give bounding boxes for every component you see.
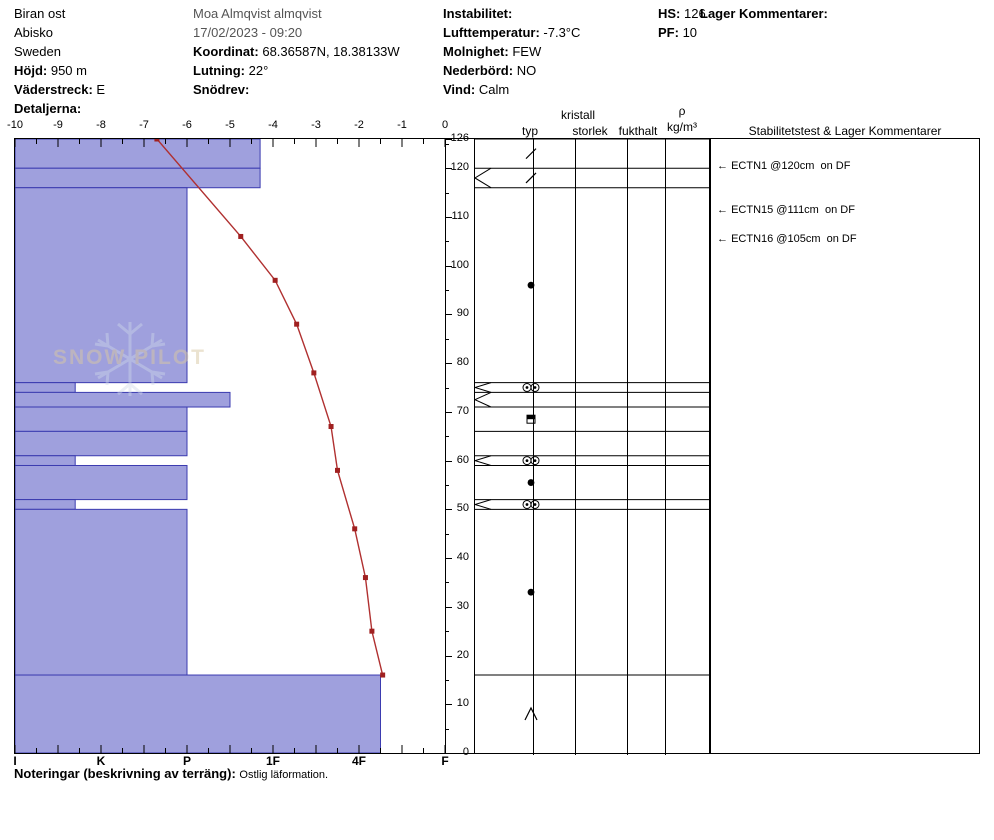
depth-tick bbox=[446, 607, 452, 608]
coordinates-value: 68.36587N, 18.38133W bbox=[262, 44, 400, 59]
temperature-point bbox=[273, 278, 278, 283]
stability-header: Stabilitetstest & Lager Kommentarer bbox=[748, 124, 942, 138]
grain-symbol-dot bbox=[528, 589, 535, 596]
depth-minor-tick bbox=[446, 534, 449, 535]
location-name: Biran ost bbox=[14, 6, 66, 21]
grain-symbol-dot bbox=[528, 479, 535, 486]
hardness-layer-bar bbox=[15, 168, 260, 187]
depth-minor-tick bbox=[446, 339, 449, 340]
hardness-tick-label: F bbox=[441, 754, 449, 768]
hardness-layer-bar bbox=[15, 407, 187, 431]
grain-symbol-slash bbox=[526, 173, 536, 183]
header-column-observation bbox=[193, 4, 400, 99]
stability-test-entry bbox=[717, 160, 850, 172]
depth-tick-label: 90 bbox=[456, 307, 469, 320]
depth-minor-tick bbox=[446, 729, 449, 730]
temp-tick-label: -9 bbox=[53, 119, 63, 131]
kristall-header: kristall bbox=[560, 108, 595, 122]
elevation-value: 950 m bbox=[50, 63, 87, 78]
depth-tick-label: 100 bbox=[450, 258, 469, 271]
temp-tick-label: -5 bbox=[225, 119, 235, 131]
aspect-value: E bbox=[96, 82, 106, 97]
pf-value: 10 bbox=[682, 25, 698, 40]
area-name: Abisko bbox=[14, 25, 54, 40]
depth-tick bbox=[446, 656, 452, 657]
observer-name: Moa Almqvist almqvist bbox=[193, 6, 322, 21]
temp-tick-label: -7 bbox=[139, 119, 149, 131]
depth-minor-tick bbox=[446, 631, 449, 632]
temp-tick-label: -6 bbox=[182, 119, 192, 131]
wind-value: Calm bbox=[478, 82, 510, 97]
depth-tick-label: 126 bbox=[450, 132, 469, 144]
grain-symbol-depth-hoar-cups bbox=[523, 457, 539, 465]
coordinates-label: Koordinat: bbox=[193, 44, 259, 59]
stability-arrow-icon: ← bbox=[717, 160, 732, 173]
instability-label: Instabilitet: bbox=[443, 6, 513, 21]
depth-minor-tick bbox=[446, 680, 449, 681]
notes-value: Ostlig läformation. bbox=[239, 769, 329, 781]
grain-symbol-slash bbox=[526, 149, 536, 159]
plot-svg bbox=[15, 139, 445, 753]
temperature-point bbox=[363, 575, 368, 580]
depth-tick-label: 20 bbox=[456, 648, 469, 661]
storlek-header: storlek bbox=[572, 124, 608, 138]
stability-test-entry bbox=[717, 204, 855, 216]
typ-header: typ bbox=[521, 124, 538, 138]
cloudcover-value: FEW bbox=[512, 44, 542, 59]
depth-minor-tick bbox=[446, 485, 449, 486]
temp-tick-label: -8 bbox=[96, 119, 106, 131]
stability-arrow-icon: ← bbox=[717, 204, 732, 217]
stability-arrow-icon: ← bbox=[717, 233, 732, 246]
depth-tick bbox=[446, 509, 452, 510]
depth-tick bbox=[446, 363, 452, 364]
notes-label: Noteringar (beskrivning av terräng): bbox=[14, 766, 236, 781]
hardness-temperature-plot bbox=[14, 138, 446, 754]
pf-label: PF: bbox=[658, 25, 679, 40]
grain-symbol-depth-hoar-cups bbox=[523, 500, 539, 508]
header-column-weather bbox=[443, 4, 580, 99]
depth-tick-label: 50 bbox=[456, 502, 469, 515]
depth-tick-label: 40 bbox=[456, 551, 469, 564]
hardness-tick-label: I bbox=[13, 754, 17, 768]
temperature-point bbox=[154, 139, 159, 142]
grain-columns bbox=[474, 138, 710, 754]
depth-minor-tick bbox=[446, 388, 449, 389]
incline-label: Lutning: bbox=[193, 63, 245, 78]
hardness-layer-bar bbox=[15, 431, 187, 455]
watermark-text: SNOW PILOT bbox=[53, 346, 206, 369]
grain-symbol-dot bbox=[528, 282, 535, 289]
fukthalt-header: fukthalt bbox=[618, 124, 658, 138]
hardness-tick-label: 4F bbox=[351, 754, 366, 768]
details-label: Detaljerna: bbox=[14, 101, 82, 116]
temperature-point bbox=[335, 468, 340, 473]
temp-tick-label: -3 bbox=[311, 119, 321, 131]
depth-minor-tick bbox=[446, 582, 449, 583]
temperature-point bbox=[329, 424, 334, 429]
depth-axis bbox=[446, 132, 474, 758]
depth-minor-tick bbox=[446, 436, 449, 437]
grain-separators bbox=[475, 139, 709, 753]
hardness-layer-bar bbox=[15, 675, 381, 753]
wind-label: Vind: bbox=[443, 82, 476, 97]
temperature-point bbox=[311, 370, 316, 375]
snowpilot-watermark bbox=[45, 314, 215, 404]
elevation-label: Höjd: bbox=[14, 63, 48, 78]
depth-tick bbox=[446, 753, 452, 754]
grain-symbol-solid-cup bbox=[527, 415, 535, 423]
hardness-tick-label: 1F bbox=[265, 754, 280, 768]
temperature-point bbox=[238, 234, 243, 239]
observation-datetime: 17/02/2023 - 09:20 bbox=[193, 25, 303, 40]
depth-tick bbox=[446, 412, 452, 413]
stability-test-entry bbox=[717, 233, 857, 245]
temp-tick-label: -2 bbox=[354, 119, 364, 131]
depth-minor-tick bbox=[446, 193, 449, 194]
grain-symbol-wedge bbox=[525, 708, 537, 720]
header-column-location bbox=[14, 4, 105, 118]
depth-tick bbox=[446, 314, 452, 315]
grain-symbol-depth-hoar-cups bbox=[523, 384, 539, 392]
rho-header: ρ bbox=[678, 104, 686, 118]
aspect-label: Väderstreck: bbox=[14, 82, 93, 97]
depth-minor-tick bbox=[446, 144, 449, 145]
hardness-layer-bar bbox=[15, 139, 260, 168]
hardness-layer-bar bbox=[15, 465, 187, 499]
airtemp-label: Lufttemperatur: bbox=[443, 25, 540, 40]
depth-tick-label: 30 bbox=[456, 599, 469, 612]
depth-minor-tick bbox=[446, 241, 449, 242]
hardness-layer-bar bbox=[15, 509, 187, 675]
depth-tick-label: 10 bbox=[456, 697, 469, 710]
incline-value: 22° bbox=[248, 63, 269, 78]
depth-tick bbox=[446, 704, 452, 705]
depth-tick-label: 70 bbox=[456, 404, 469, 417]
depth-tick bbox=[446, 558, 452, 559]
hardness-tick-label: K bbox=[96, 754, 106, 768]
hs-value: 126 bbox=[684, 6, 706, 21]
stability-column bbox=[710, 138, 980, 754]
temp-tick-label: 0 bbox=[441, 119, 449, 131]
temp-tick-label: -4 bbox=[268, 119, 278, 131]
hs-label: HS: bbox=[658, 6, 681, 21]
stability-test-label: ECTN16 @105cm on DF bbox=[731, 233, 857, 246]
temperature-point bbox=[352, 526, 357, 531]
country-name: Sweden bbox=[14, 44, 61, 59]
depth-tick-label: 60 bbox=[456, 453, 469, 466]
airtemp-value: -7.3°C bbox=[543, 25, 581, 40]
precipitation-label: Nederbörd: bbox=[443, 63, 514, 78]
temperature-point bbox=[380, 673, 385, 678]
cloudcover-label: Molnighet: bbox=[443, 44, 509, 59]
precipitation-value: NO bbox=[516, 63, 537, 78]
footer-notes bbox=[14, 766, 328, 781]
depth-tick-label: 0 bbox=[462, 746, 469, 758]
snowdrift-label: Snödrev: bbox=[193, 82, 250, 97]
header-column-hs bbox=[658, 4, 706, 42]
temperature-point bbox=[294, 322, 299, 327]
hardness-layer-bar bbox=[15, 456, 75, 466]
depth-tick-label: 120 bbox=[450, 161, 469, 174]
depth-tick-label: 80 bbox=[456, 356, 469, 369]
stability-test-label: ECTN1 @120cm on DF bbox=[731, 160, 851, 173]
temp-tick-label: -1 bbox=[397, 119, 407, 131]
depth-tick-label: 110 bbox=[451, 209, 469, 222]
temp-tick-label: -10 bbox=[7, 119, 23, 131]
stability-test-label: ECTN15 @111cm on DF bbox=[731, 204, 855, 217]
layer-comments-label: Lager Kommentarer: bbox=[700, 6, 828, 21]
hardness-layer-bar bbox=[15, 500, 75, 510]
depth-minor-tick bbox=[446, 290, 449, 291]
depth-tick bbox=[446, 461, 452, 462]
rho-units-header: kg/m³ bbox=[667, 120, 697, 134]
temperature-point bbox=[369, 629, 374, 634]
hardness-tick-label: P bbox=[182, 754, 191, 768]
header-column-comments bbox=[700, 4, 828, 23]
